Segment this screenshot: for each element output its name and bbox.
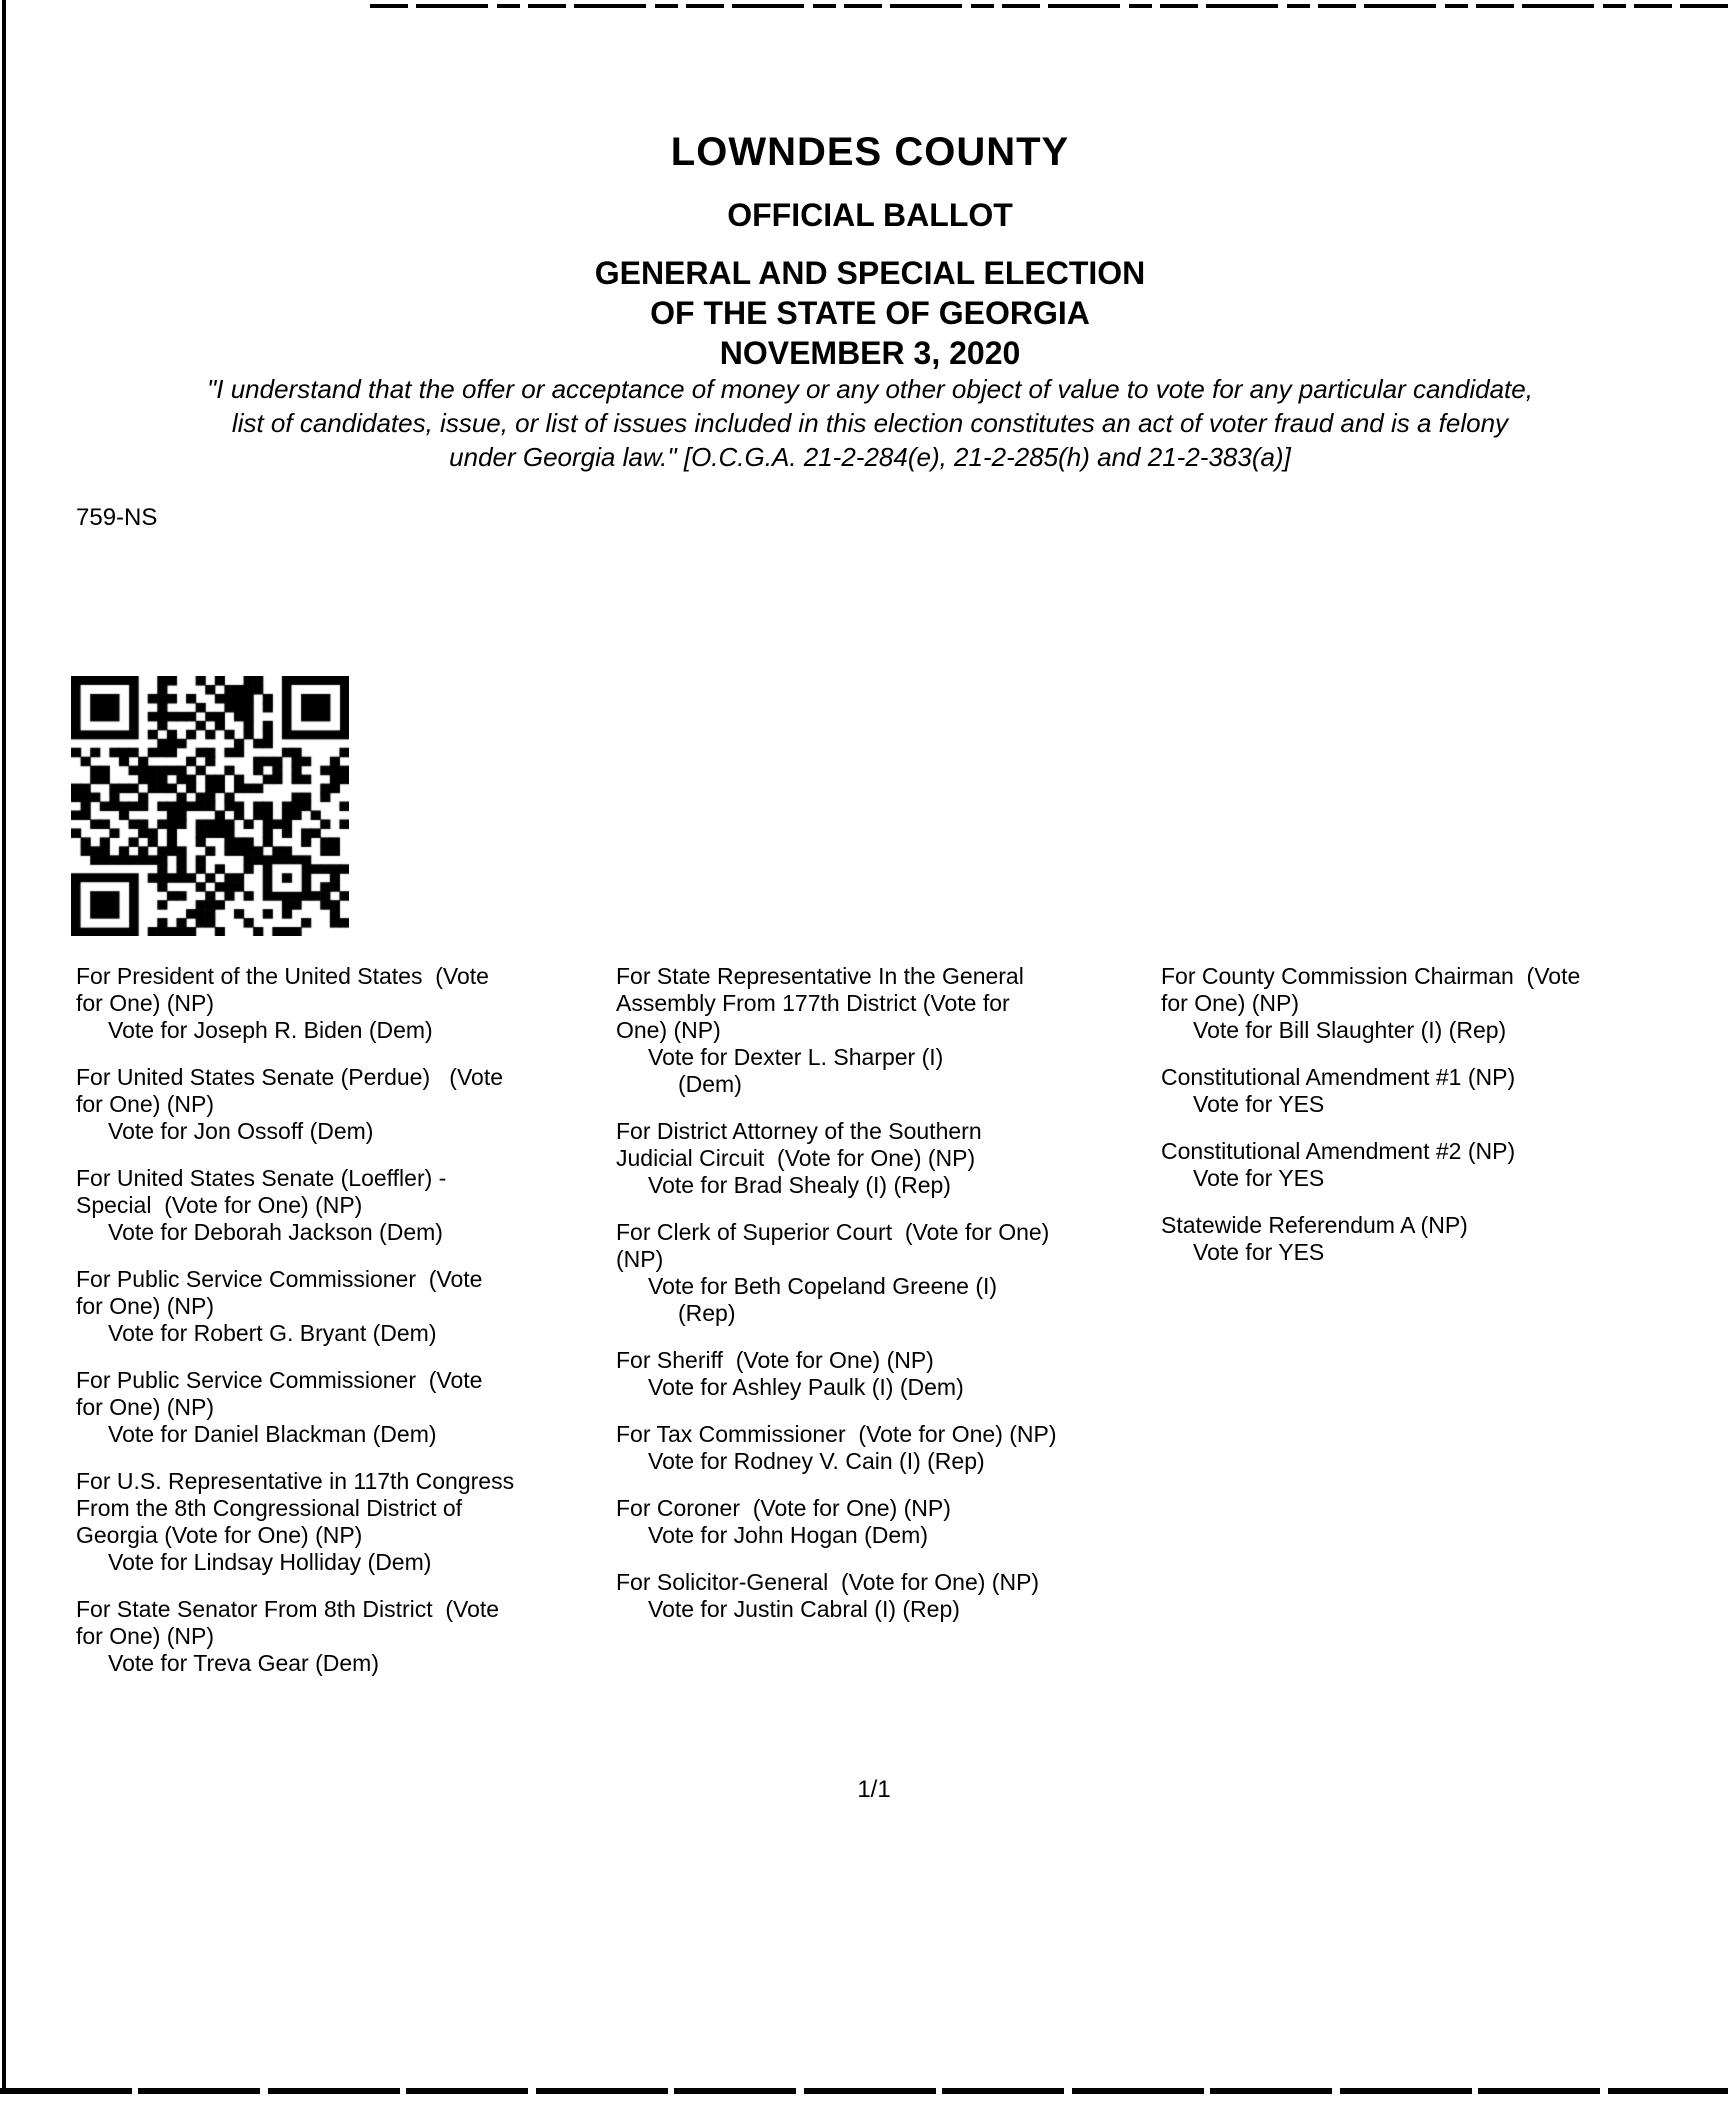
fraud-warning [0, 372, 1728, 474]
contest-block [76, 1596, 611, 1677]
contest-title-line: For United States Senate (Loeffler) - [76, 1165, 447, 1191]
contest-block [1161, 963, 1721, 1044]
contest-block [616, 1421, 1156, 1475]
contest-title-line: For State Senator From 8th District (Vote [76, 1596, 500, 1622]
election-title [0, 253, 1728, 373]
county-title: LOWNDES COUNTY [670, 130, 1070, 174]
contest-block [616, 963, 1156, 1098]
contest-title-line: For Public Service Commissioner (Vote [76, 1266, 483, 1292]
contest-title-line: For District Attorney of the Southern [616, 1118, 982, 1144]
vote-selection-line: (Rep) [678, 1300, 736, 1326]
contest-title-line: Constitutional Amendment #2 (NP) [1161, 1138, 1516, 1164]
contest-title-line: For State Representative In the General [616, 963, 1024, 989]
contest-title-line: Georgia (Vote for One) (NP) [76, 1522, 363, 1548]
election-date: NOVEMBER 3, 2020 [719, 335, 1021, 371]
vote-selection-line: Vote for Justin Cabral (I) (Rep) [648, 1596, 960, 1622]
contest-title-line: Judicial Circuit (Vote for One) (NP) [616, 1145, 976, 1171]
ballot-column [616, 963, 1156, 1643]
contest-title-line: For Coroner (Vote for One) (NP) [616, 1495, 951, 1521]
vote-selection-line: Vote for Brad Shealy (I) (Rep) [648, 1172, 951, 1198]
fraud-warning-line: under Georgia law." [O.C.G.A. 21-2-284(e), 21-2-285(h) and 21-2-383(a)] [449, 442, 1291, 472]
contest-title-line: for One) (NP) [76, 990, 215, 1016]
vote-selection-line: Vote for Daniel Blackman (Dem) [108, 1421, 437, 1447]
vote-selection-line: Vote for Robert G. Bryant (Dem) [108, 1320, 437, 1346]
top-border-line [370, 4, 1728, 8]
contest-title-line: Assembly From 177th District (Vote for [616, 990, 1010, 1016]
contest-block [616, 1347, 1156, 1401]
contest-title-line: For United States Senate (Perdue) (Vote [76, 1064, 504, 1090]
vote-selection-line: Vote for Bill Slaughter (I) (Rep) [1193, 1017, 1507, 1043]
contest-title-line: for One) (NP) [76, 1293, 215, 1319]
contest-title-line: for One) (NP) [76, 1623, 215, 1649]
vote-selection-line: Vote for Beth Copeland Greene (I) [648, 1273, 998, 1299]
ballot-column [1161, 963, 1721, 1286]
contest-title-line: For Sheriff (Vote for One) (NP) [616, 1347, 934, 1373]
vote-selection-line: Vote for Treva Gear (Dem) [108, 1650, 379, 1676]
election-title-line1: GENERAL AND SPECIAL ELECTION [594, 255, 1146, 291]
contest-title-line: Statewide Referendum A (NP) [1161, 1212, 1468, 1238]
contest-block [1161, 1212, 1721, 1266]
contest-block [76, 1367, 611, 1448]
contest-block [76, 1165, 611, 1246]
vote-selection-line: (Dem) [678, 1071, 742, 1097]
vote-selection-line: Vote for Lindsay Holliday (Dem) [108, 1549, 432, 1575]
contest-block [616, 1495, 1156, 1549]
page-number: 1/1 [857, 1776, 891, 1803]
contest-title-line: Special (Vote for One) (NP) [76, 1192, 363, 1218]
contest-title-line: For U.S. Representative in 117th Congress [76, 1468, 515, 1494]
vote-selection-line: Vote for Jon Ossoff (Dem) [108, 1118, 374, 1144]
contest-title-line: (NP) [616, 1246, 664, 1272]
contest-title-line: Constitutional Amendment #1 (NP) [1161, 1064, 1516, 1090]
contest-title-line: From the 8th Congressional District of [76, 1495, 463, 1521]
contest-block [1161, 1138, 1721, 1192]
contest-block [1161, 1064, 1721, 1118]
ballot-style-code: 759-NS [76, 504, 158, 531]
vote-selection-line: Vote for Joseph R. Biden (Dem) [108, 1017, 433, 1043]
contest-title-line: For Clerk of Superior Court (Vote for One) [616, 1219, 1050, 1245]
contest-title-line: for One) (NP) [76, 1091, 215, 1117]
vote-selection-line: Vote for YES [1193, 1165, 1325, 1191]
contest-title-line: for One) (NP) [1161, 990, 1300, 1016]
contest-title-line: For President of the United States (Vote [76, 963, 489, 989]
contest-title-line: for One) (NP) [76, 1394, 215, 1420]
contest-block [76, 963, 611, 1044]
ballot-header [0, 130, 1728, 373]
vote-selection-line: Vote for Ashley Paulk (I) (Dem) [648, 1374, 964, 1400]
vote-selection-line: Vote for YES [1193, 1091, 1325, 1117]
contest-title-line: One) (NP) [616, 1017, 721, 1043]
contest-title-line: For Tax Commissioner (Vote for One) (NP) [616, 1421, 1057, 1447]
bottom-border-line [0, 2088, 1728, 2094]
vote-selection-line: Vote for John Hogan (Dem) [648, 1522, 928, 1548]
contest-block [76, 1064, 611, 1145]
contest-title-line: For Public Service Commissioner (Vote [76, 1367, 483, 1393]
contest-block [616, 1219, 1156, 1327]
ballot-column [76, 963, 611, 1697]
vote-selection-line: Vote for YES [1193, 1239, 1325, 1265]
fraud-warning-line: list of candidates, issue, or list of issues included in this election constitutes an act of voter fraud and is a felony [231, 408, 1509, 438]
vote-selection-line: Vote for Rodney V. Cain (I) (Rep) [648, 1448, 985, 1474]
vote-selection-line: Vote for Dexter L. Sharper (I) [648, 1044, 944, 1070]
vote-selection-line: Vote for Deborah Jackson (Dem) [108, 1219, 443, 1245]
contest-block [616, 1569, 1156, 1623]
qr-code-icon [71, 676, 349, 936]
contest-block [76, 1468, 611, 1576]
contest-block [76, 1266, 611, 1347]
contest-title-line: For County Commission Chairman (Vote [1161, 963, 1581, 989]
contest-title-line: For Solicitor-General (Vote for One) (NP) [616, 1569, 1040, 1595]
fraud-warning-line: "I understand that the offer or acceptance of money or any other object of value to vote for any particular candidate, [207, 374, 1533, 404]
election-title-line2: OF THE STATE OF GEORGIA [650, 295, 1090, 331]
contest-block [616, 1118, 1156, 1199]
ballot-type-title: OFFICIAL BALLOT [727, 197, 1013, 233]
